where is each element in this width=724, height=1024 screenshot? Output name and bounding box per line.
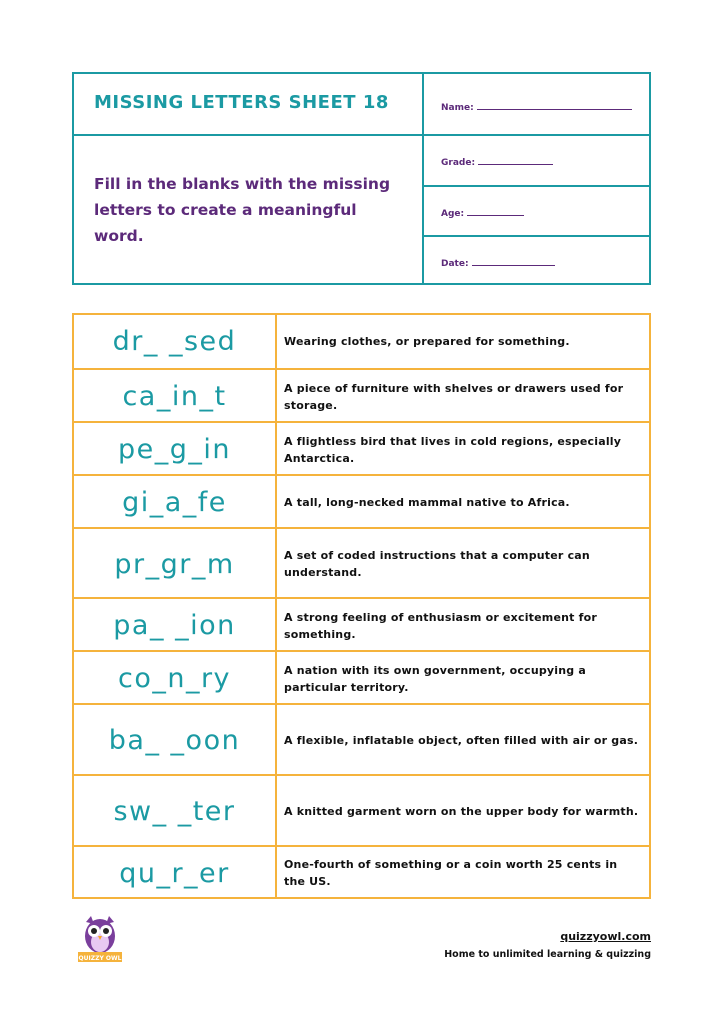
logo-text: QUIZZY OWL <box>78 955 122 962</box>
word-definition: A strong feeling of enthusiasm or excitement for something. <box>284 610 597 641</box>
missing-word: co_n_ry <box>117 663 232 694</box>
table-row <box>74 474 649 529</box>
word-definition: A flightless bird that lives in cold regions, especially Antarctica. <box>284 434 622 465</box>
table-row <box>74 527 649 599</box>
missing-word: pa_ _ion <box>113 610 236 641</box>
instructions-text: Fill in the blanks with the missing letters to create a meaningful word. <box>94 175 391 245</box>
word-table <box>72 313 651 899</box>
missing-word: ca_in_t <box>122 381 227 412</box>
table-row <box>74 650 649 705</box>
grade-field[interactable] <box>441 155 553 168</box>
table-row <box>74 597 649 652</box>
date-field[interactable] <box>441 256 555 269</box>
tagline: Home to unlimited learning & quizzing <box>444 949 651 960</box>
word-definition: A piece of furniture with shelves or drawers used for storage. <box>284 381 624 412</box>
site-link[interactable]: quizzyowl.com <box>560 930 651 943</box>
missing-word: qu_r_er <box>119 857 230 889</box>
word-definition: A flexible, inflatable object, often filled with air or gas. <box>284 734 639 747</box>
word-definition: A nation with its own government, occupying a particular territory. <box>284 663 587 694</box>
age-blank[interactable] <box>467 206 524 216</box>
grade-blank[interactable] <box>478 155 553 165</box>
table-row <box>74 315 649 368</box>
header-divider-vertical <box>422 74 424 283</box>
header-divider-right-3 <box>422 235 649 237</box>
word-definition: One-fourth of something or a coin worth 25 cents in the US. <box>284 858 618 888</box>
missing-word: dr_ _sed <box>112 326 237 357</box>
header-divider-left <box>74 134 422 136</box>
name-label: Name: <box>441 103 474 113</box>
table-row <box>74 368 649 423</box>
word-definition: A tall, long-necked mammal native to Africa. <box>284 496 570 509</box>
table-row <box>74 845 649 899</box>
table-row <box>74 774 649 847</box>
header-divider-right-2 <box>422 185 649 187</box>
grade-label: Grade: <box>441 158 476 168</box>
date-label: Date: <box>441 259 469 269</box>
age-field[interactable] <box>441 206 524 219</box>
missing-word: ba_ _oon <box>108 725 241 756</box>
name-blank[interactable] <box>477 100 632 110</box>
word-definition: A set of coded instructions that a computer can understand. <box>284 549 590 579</box>
table-row <box>74 421 649 476</box>
name-field[interactable] <box>441 100 632 113</box>
date-blank[interactable] <box>472 256 555 266</box>
missing-word: pr_gr_m <box>114 548 235 580</box>
missing-word: pe_g_in <box>117 434 231 465</box>
word-definition: Wearing clothes, or prepared for something. <box>284 335 570 348</box>
table-row <box>74 703 649 776</box>
page-title: MISSING LETTERS SHEET 18 <box>94 92 389 113</box>
worksheet-header <box>72 72 651 285</box>
missing-word: sw_ _ter <box>113 796 236 827</box>
header-divider-right-1 <box>422 134 649 136</box>
age-label: Age: <box>441 209 465 219</box>
word-definition: A knitted garment worn on the upper body for warmth. <box>284 805 639 818</box>
quizzy-owl-logo <box>76 912 124 964</box>
missing-word: gi_a_fe <box>122 487 227 518</box>
owl-logo-icon <box>76 912 124 964</box>
